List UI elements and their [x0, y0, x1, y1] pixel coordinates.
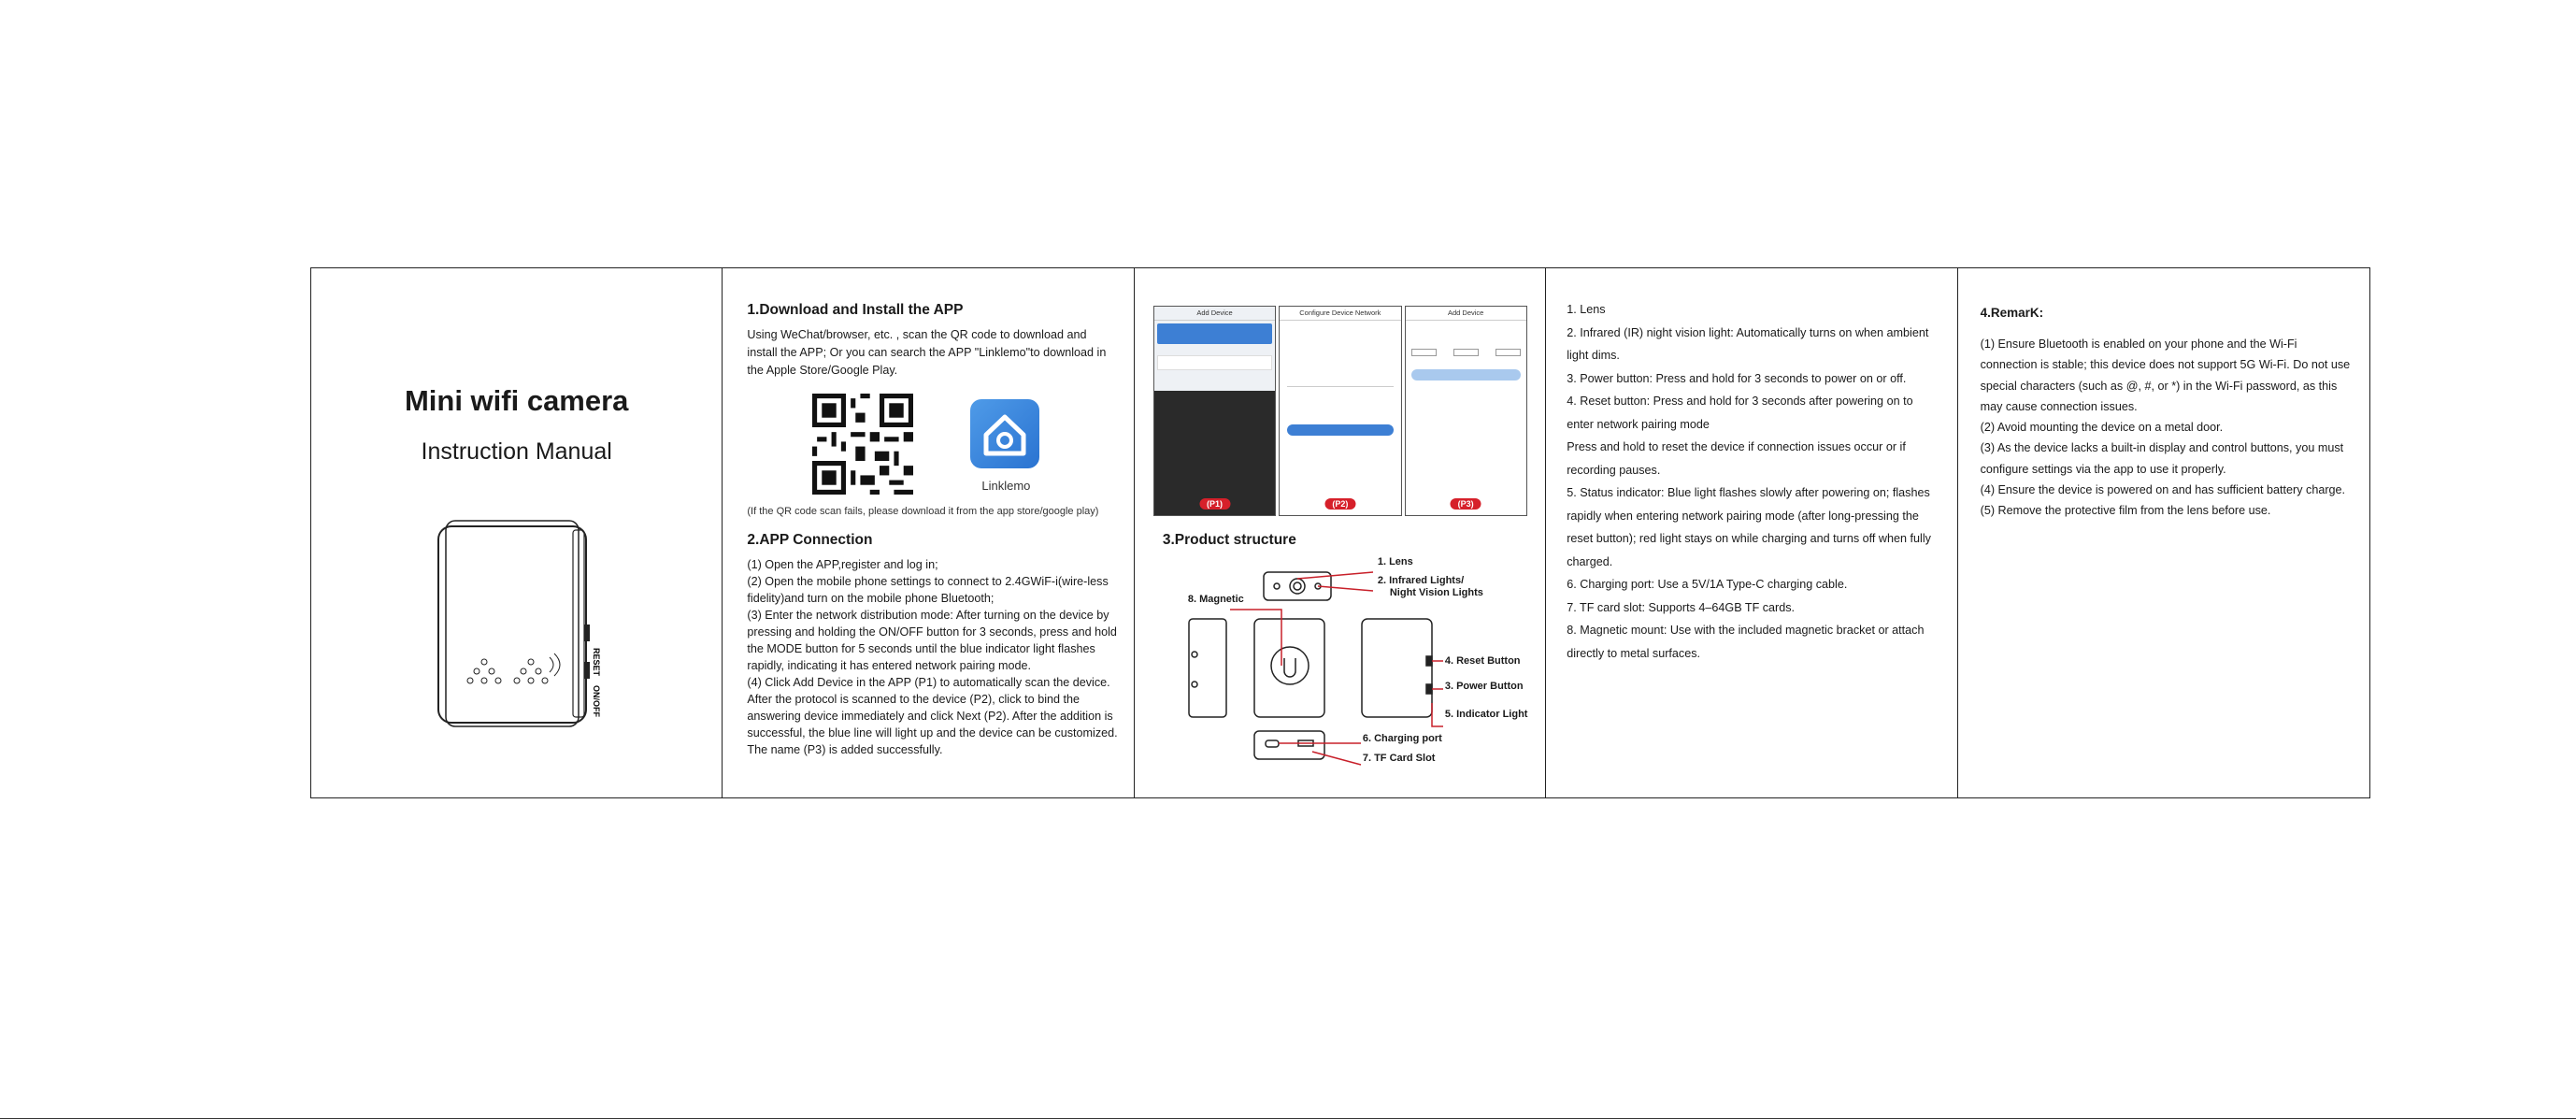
label-tf: 7. TF Card Slot	[1362, 753, 1436, 764]
screen-tag: (P2)	[1324, 498, 1355, 510]
label-lens: 1. Lens	[1377, 556, 1413, 567]
screen-title: Configure Device Network	[1280, 307, 1400, 321]
label-infrared-2: Night Vision Lights	[1389, 587, 1483, 598]
label-infrared-1: 2. Infrared Lights/	[1377, 575, 1465, 586]
download-panel	[723, 268, 1134, 797]
feature-item: 2. Infrared (IR) night vision light: Automatically turns on when ambient light dims.	[1567, 325, 1929, 362]
label-charging: 6. Charging port	[1362, 733, 1442, 744]
connection-step: (3) Enter the network distribution mode: After turning on the device by pressing and holding the ON/OFF button for 3 seconds, press and hold the MODE button for 5 seconds until the blue indicator light flashes rapidly, indicating it has entered network pairing mode.	[747, 609, 1117, 672]
linklemo-app-icon	[970, 399, 1039, 468]
phone-screen-p3	[1405, 306, 1527, 516]
label-indicator: 5. Indicator Light	[1444, 709, 1528, 720]
qr-note: (If the QR code scan fails, please download it from the app store/google play)	[747, 506, 1099, 517]
app-name-label: Linklemo	[981, 479, 1031, 493]
remark-list	[1981, 334, 2354, 522]
feature-item: 1. Lens	[1567, 303, 1606, 316]
cover-subtitle: Instruction Manual	[421, 438, 612, 465]
cover-panel	[311, 268, 723, 797]
feature-list	[1567, 298, 1940, 665]
structure-panel	[1135, 268, 1546, 797]
feature-item: 7. TF card slot: Supports 4–64GB TF cards.	[1567, 600, 1796, 614]
feature-item: 8. Magnetic mount: Use with the included magnetic bracket or attach directly to metal surfaces.	[1567, 624, 1925, 660]
camera-device-illustration	[433, 517, 601, 732]
screen-tag: (P1)	[1199, 498, 1230, 510]
feature-item: 3. Power button: Press and hold for 3 seconds to power on or off.	[1567, 371, 1907, 385]
remark-item: (4) Ensure the device is powered on and has sufficient battery charge.	[1980, 483, 2346, 497]
phone-screen-p2	[1279, 306, 1401, 516]
connection-step: (2) Open the mobile phone settings to connect to 2.4GWiF-i(wire-less fidelity)and turn on the mobile phone Bluetooth;	[747, 575, 1109, 605]
screen-title: Add Device	[1154, 307, 1275, 321]
cover-title: Mini wifi camera	[404, 384, 629, 417]
connection-heading: 2.APP Connection	[747, 532, 873, 548]
feature-item: 5. Status indicator: Blue light flashes slowly after powering on; flashes rapidly when entering network pairing mode (after long-pressing the reset button); red light stays on while charging and turns off when fully charged.	[1567, 486, 1931, 568]
remark-item: (1) Ensure Bluetooth is enabled on your phone and the Wi-Fi connection is stable; this device does not support 5G Wi-Fi. Do not use special characters (such as @, #, or *) in the Wi-Fi password, as this may cause connection issues.	[1980, 337, 2351, 413]
page-bottom-rule	[0, 1118, 2576, 1119]
features-panel	[1546, 268, 1957, 797]
connection-step: (4) Click Add Device in the APP (P1) to automatically scan the device. After the protocol is scanned to the device (P2), click to bind the answering device immediately and click Next (P2). After the addition is successful, the blue line will light up and the device can be customized. The name (P3) is added successfully.	[747, 676, 1118, 756]
connection-steps	[747, 556, 1119, 758]
structure-heading: 3.Product structure	[1162, 532, 1296, 548]
label-magnetic: 8. Magnetic	[1187, 594, 1244, 605]
label-power: 3. Power Button	[1444, 681, 1524, 692]
app-screenshots	[1153, 306, 1527, 516]
label-reset: 4. Reset Button	[1444, 655, 1521, 667]
reset-label: RESET	[592, 648, 601, 677]
remark-item: (3) As the device lacks a built-in display and control buttons, you must configure settings via the app to use it properly.	[1980, 441, 2344, 476]
screen-tag: (P3)	[1451, 498, 1481, 510]
download-heading: 1.Download and Install the APP	[747, 302, 964, 318]
screen-title: Add Device	[1406, 307, 1526, 321]
connection-step: (1) Open the APP,register and log in;	[747, 558, 938, 571]
feature-item: 4. Reset button: Press and hold for 3 seconds after powering on to enter network pairing mode	[1567, 395, 1913, 431]
qr-code-icon	[812, 394, 913, 495]
remark-item: (2) Avoid mounting the device on a metal door.	[1980, 421, 2224, 435]
onoff-label: ON/OFF	[592, 685, 601, 717]
manual-sheet	[310, 267, 2370, 798]
remark-item: (5) Remove the protective film from the lens before use.	[1980, 504, 2271, 518]
phone-screen-p1	[1153, 306, 1276, 516]
feature-item: 6. Charging port: Use a 5V/1A Type-C charging cable.	[1567, 578, 1848, 591]
download-body: Using WeChat/browser, etc. , scan the QR code to download and install the APP; Or you can search the APP "Linklemo"to download in the Apple Store/Google Play.	[747, 328, 1107, 377]
feature-item: Press and hold to reset the device if connection issues occur or if recording pauses.	[1567, 440, 1906, 477]
remark-panel	[1958, 268, 2369, 797]
remark-heading: 4.RemarK:	[1980, 306, 2044, 320]
